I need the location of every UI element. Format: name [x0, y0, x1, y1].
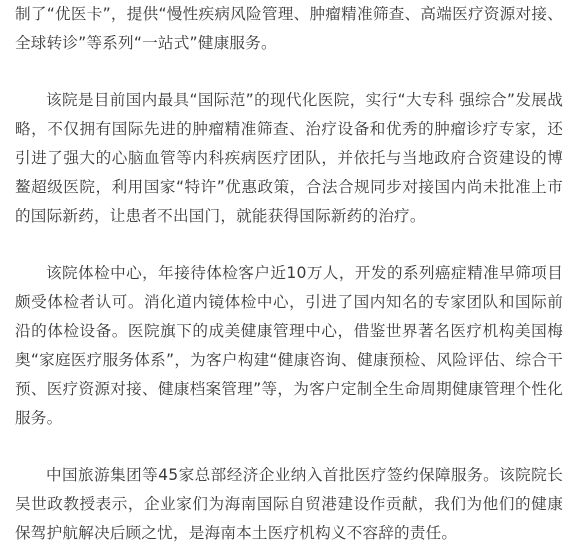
paragraph-enterprise-service: 中国旅游集团等45家总部经济企业纳入首批医疗签约保障服务。该院院长吴世政教授表示，企业家们为海南国际自贸港建设作贡献，我们为他们的健康保驾护航解决后顾之忧，是海南本土医疗机构义不容辞的责任。: [15, 466, 563, 542]
article-body: [15, 0, 563, 548]
paragraph-checkup-center: 该院体检中心，年接待体检客户近10万人，开发的系列癌症精准早筛项目颇受体检者认可。消化道内镜体检中心，引进了国内知名的专家团队和国际前沿的体检设备。医院旗下的成美健康管理中心，借鉴世界著名医疗机构美国梅奥“家庭医疗服务体系”，为客户构建“健康咨询、健康预检、风险评估、综合干预、医疗资源对接、健康档案管理”等，为客户定制全生命周期健康管理个性化服务。: [15, 264, 563, 427]
paragraph-youyi-card: 制了“优医卡”，提供“慢性疾病风险管理、肿瘤精准筛查、高端医疗资源对接、全球转诊”等系列“一站式”健康服务。: [15, 5, 563, 52]
paragraph-hospital-intro: 该院是目前国内最具“国际范”的现代化医院，实行“大专科 强综合”发展战略，不仅拥有国际先进的肿瘤精准筛查、治疗设备和优秀的肿瘤诊疗专家，还引进了强大的心脑血管等内科疾病医疗团队，并依托与当地政府合资建设的博鳌超级医院，利用国家“特许”优惠政策，合法合规同步对接国内尚未批准上市的国际新药，让患者不出国门，就能获得国际新药的治疗。: [15, 91, 563, 225]
